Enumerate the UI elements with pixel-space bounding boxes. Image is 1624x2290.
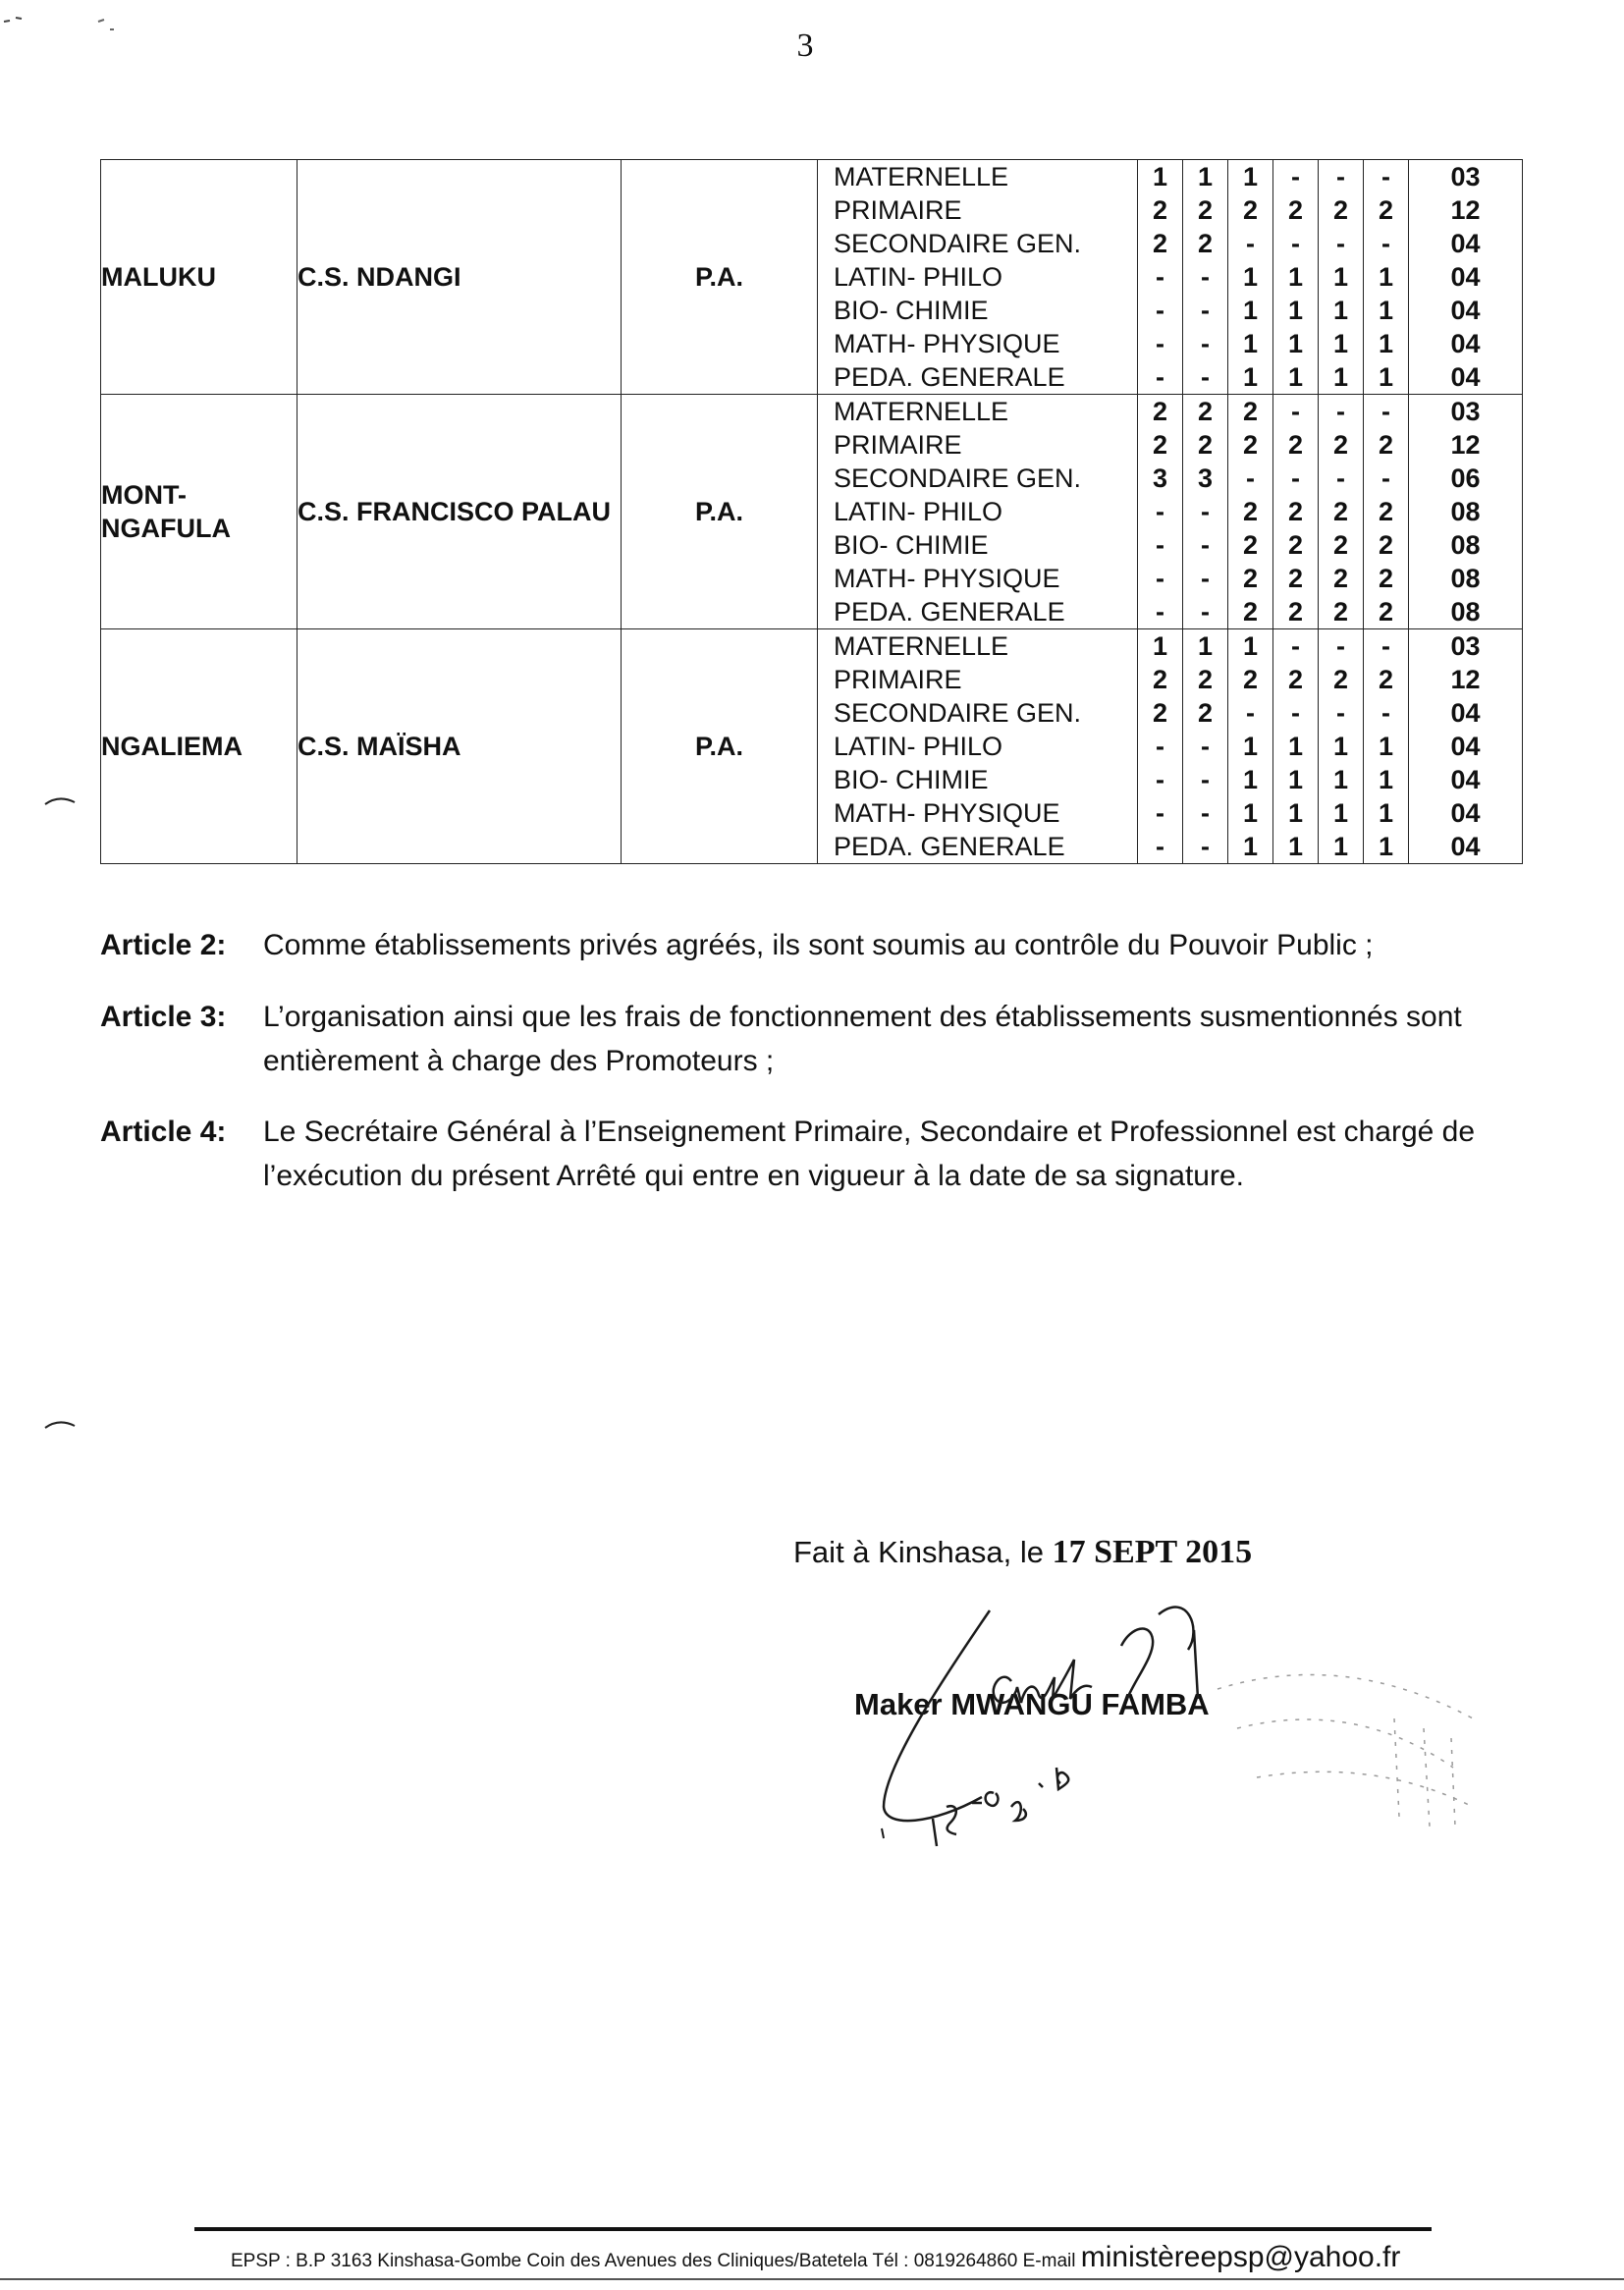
class-count: 2 xyxy=(1242,597,1259,627)
class-count: 1 xyxy=(1242,732,1259,761)
total-cell xyxy=(1409,160,1523,395)
article xyxy=(100,923,1543,967)
total-value: 08 xyxy=(1450,564,1481,593)
option-label: PEDA. GENERALE xyxy=(834,362,1065,392)
class-count: 2 xyxy=(1378,564,1394,593)
class-count: 2 xyxy=(1152,430,1168,460)
option-label: PRIMAIRE xyxy=(834,430,962,460)
class-count: - xyxy=(1156,296,1164,325)
faded-stamp xyxy=(1198,1660,1492,1856)
class-count: 2 xyxy=(1287,597,1304,627)
class-count: 2 xyxy=(1378,430,1394,460)
school-cell: C.S. FRANCISCO PALAU xyxy=(298,395,622,629)
place-text: Fait à Kinshasa, le xyxy=(793,1535,1045,1569)
place-date-line xyxy=(793,1534,1252,1571)
date-text: 17 SEPT 2015 xyxy=(1052,1534,1253,1570)
total-value: 12 xyxy=(1450,430,1481,460)
class-count: 2 xyxy=(1242,195,1259,225)
class-count-cell xyxy=(1319,629,1364,864)
class-count: 1 xyxy=(1242,296,1259,325)
class-count-cell xyxy=(1138,160,1183,395)
footer xyxy=(231,2241,1400,2274)
class-count: - xyxy=(1291,463,1300,493)
class-count: 2 xyxy=(1332,430,1349,460)
class-count: 2 xyxy=(1378,497,1394,526)
schools-table xyxy=(100,159,1523,864)
class-count-cell xyxy=(1319,160,1364,395)
class-count: - xyxy=(1381,463,1390,493)
option-label: MATERNELLE xyxy=(834,162,1009,191)
class-count: 1 xyxy=(1287,765,1304,794)
class-count: 1 xyxy=(1332,798,1349,828)
table-row xyxy=(101,629,1523,864)
class-count: 1 xyxy=(1332,832,1349,861)
class-count: - xyxy=(1201,262,1210,292)
class-count: 2 xyxy=(1152,698,1168,728)
class-count: 1 xyxy=(1332,262,1349,292)
class-count: 2 xyxy=(1152,229,1168,258)
class-count: 1 xyxy=(1287,296,1304,325)
options-cell xyxy=(818,395,1138,629)
class-count-cell xyxy=(1364,160,1409,395)
class-count: - xyxy=(1156,832,1164,861)
total-value: 08 xyxy=(1450,530,1481,560)
option-label: BIO- CHIMIE xyxy=(834,530,989,560)
class-count: - xyxy=(1291,229,1300,258)
option-label: LATIN- PHILO xyxy=(834,262,1003,292)
class-count: - xyxy=(1201,832,1210,861)
total-value: 12 xyxy=(1450,195,1481,225)
option-label: MATERNELLE xyxy=(834,631,1009,661)
class-count: - xyxy=(1336,162,1345,191)
class-count: 1 xyxy=(1378,798,1394,828)
class-count: 2 xyxy=(1332,195,1349,225)
article-label: Article 3: xyxy=(100,1001,227,1033)
class-count: - xyxy=(1246,229,1255,258)
class-count: - xyxy=(1291,397,1300,426)
class-count: 2 xyxy=(1287,665,1304,694)
class-count: 2 xyxy=(1378,195,1394,225)
class-count: - xyxy=(1156,329,1164,358)
class-count: 2 xyxy=(1287,530,1304,560)
total-value: 04 xyxy=(1450,229,1481,258)
total-value: 03 xyxy=(1450,397,1481,426)
total-value: 08 xyxy=(1450,597,1481,627)
class-count: 2 xyxy=(1197,229,1214,258)
class-count: 1 xyxy=(1242,362,1259,392)
class-count-cell xyxy=(1364,395,1409,629)
option-label: LATIN- PHILO xyxy=(834,497,1003,526)
class-count: 1 xyxy=(1152,162,1168,191)
option-label: SECONDAIRE GEN. xyxy=(834,463,1082,493)
class-count: 1 xyxy=(1287,732,1304,761)
class-count: - xyxy=(1336,698,1345,728)
class-count: - xyxy=(1336,463,1345,493)
option-label: MATERNELLE xyxy=(834,397,1009,426)
class-count: 2 xyxy=(1242,665,1259,694)
class-count: 1 xyxy=(1332,732,1349,761)
class-count: - xyxy=(1246,698,1255,728)
class-count: - xyxy=(1201,765,1210,794)
status-cell: P.A. xyxy=(622,395,818,629)
class-count: 2 xyxy=(1152,195,1168,225)
class-count: 1 xyxy=(1287,362,1304,392)
class-count: - xyxy=(1336,397,1345,426)
class-count: 1 xyxy=(1242,798,1259,828)
class-count: 2 xyxy=(1242,530,1259,560)
article xyxy=(100,1110,1543,1198)
table-row xyxy=(101,395,1523,629)
signatory-name: Maker MWANGU FAMBA xyxy=(854,1687,1210,1721)
class-count-cell xyxy=(1364,629,1409,864)
total-value: 03 xyxy=(1450,631,1481,661)
total-value: 04 xyxy=(1450,765,1481,794)
class-count: - xyxy=(1201,329,1210,358)
class-count: 1 xyxy=(1287,798,1304,828)
class-count: - xyxy=(1156,798,1164,828)
total-value: 04 xyxy=(1450,329,1481,358)
option-label: PEDA. GENERALE xyxy=(834,832,1065,861)
class-count-cell xyxy=(1319,395,1364,629)
class-count: - xyxy=(1381,162,1390,191)
footer-email: ministèreepsp@yahoo.fr xyxy=(1080,2241,1401,2273)
class-count: 2 xyxy=(1332,597,1349,627)
class-count-cell xyxy=(1273,395,1319,629)
option-label: BIO- CHIMIE xyxy=(834,296,989,325)
article-label: Article 4: xyxy=(100,1116,227,1148)
class-count: 2 xyxy=(1287,564,1304,593)
total-value: 08 xyxy=(1450,497,1481,526)
total-value: 12 xyxy=(1450,665,1481,694)
option-label: MATH- PHYSIQUE xyxy=(834,329,1060,358)
class-count: - xyxy=(1291,162,1300,191)
school-cell: C.S. NDANGI xyxy=(298,160,622,395)
class-count: - xyxy=(1201,362,1210,392)
table-row xyxy=(101,160,1523,395)
class-count: 2 xyxy=(1378,597,1394,627)
total-value: 04 xyxy=(1450,798,1481,828)
handwritten-signature xyxy=(864,1571,1237,1866)
commune-cell: MONT- NGAFULA xyxy=(101,395,298,629)
class-count: 1 xyxy=(1378,362,1394,392)
class-count: 1 xyxy=(1242,262,1259,292)
class-count: 2 xyxy=(1242,564,1259,593)
option-label: SECONDAIRE GEN. xyxy=(834,229,1082,258)
total-value: 04 xyxy=(1450,296,1481,325)
class-count: 2 xyxy=(1197,195,1214,225)
class-count: 1 xyxy=(1378,296,1394,325)
total-value: 04 xyxy=(1450,732,1481,761)
class-count: 2 xyxy=(1378,530,1394,560)
class-count: 2 xyxy=(1378,665,1394,694)
total-value: 06 xyxy=(1450,463,1481,493)
option-label: BIO- CHIMIE xyxy=(834,765,989,794)
class-count: - xyxy=(1156,497,1164,526)
class-count-cell xyxy=(1183,629,1228,864)
class-count: 1 xyxy=(1332,362,1349,392)
class-count: 1 xyxy=(1152,631,1168,661)
class-count: 1 xyxy=(1242,162,1259,191)
option-label: SECONDAIRE GEN. xyxy=(834,698,1082,728)
class-count: 2 xyxy=(1242,497,1259,526)
total-value: 04 xyxy=(1450,362,1481,392)
footer-rule-top xyxy=(194,2227,1432,2231)
class-count: 2 xyxy=(1287,430,1304,460)
class-count: 1 xyxy=(1287,262,1304,292)
class-count: - xyxy=(1336,229,1345,258)
article xyxy=(100,995,1543,1083)
class-count: 2 xyxy=(1287,497,1304,526)
class-count: - xyxy=(1201,497,1210,526)
class-count: 1 xyxy=(1287,832,1304,861)
article-text: L’organisation ainsi que les frais de fonctionnement des établissements susmentionnés sont entièrement à charge des Promoteurs ; xyxy=(263,1001,1462,1077)
class-count: 2 xyxy=(1197,698,1214,728)
class-count-cell xyxy=(1183,160,1228,395)
class-count: 1 xyxy=(1332,765,1349,794)
commune-cell: MALUKU xyxy=(101,160,298,395)
class-count: - xyxy=(1201,296,1210,325)
class-count-cell xyxy=(1228,160,1273,395)
option-label: PRIMAIRE xyxy=(834,195,962,225)
article-text: Le Secrétaire Général à l’Enseignement Primaire, Secondaire et Professionnel est chargé de l’exécution du présent Arrêté qui entre en vigueur à la date de sa signature. xyxy=(263,1116,1476,1192)
class-count: - xyxy=(1156,530,1164,560)
class-count: 2 xyxy=(1332,564,1349,593)
class-count: 1 xyxy=(1197,631,1214,661)
class-count-cell xyxy=(1183,395,1228,629)
article-text: Comme établissements privés agréés, ils sont soumis au contrôle du Pouvoir Public ; xyxy=(263,929,1374,961)
option-label: MATH- PHYSIQUE xyxy=(834,564,1060,593)
class-count: - xyxy=(1291,631,1300,661)
total-value: 04 xyxy=(1450,262,1481,292)
class-count: - xyxy=(1381,397,1390,426)
footer-address: EPSP : B.P 3163 Kinshasa-Gombe Coin des Avenues des Cliniques/Batetela Tél : 0819264860 E-mail xyxy=(231,2251,1076,2271)
status-cell: P.A. xyxy=(622,629,818,864)
class-count: - xyxy=(1201,597,1210,627)
class-count-cell xyxy=(1273,629,1319,864)
class-count: - xyxy=(1336,631,1345,661)
class-count: 1 xyxy=(1378,832,1394,861)
class-count: - xyxy=(1291,698,1300,728)
class-count: 2 xyxy=(1242,397,1259,426)
class-count: 2 xyxy=(1197,397,1214,426)
status-cell: P.A. xyxy=(622,160,818,395)
class-count: - xyxy=(1201,798,1210,828)
total-cell xyxy=(1409,395,1523,629)
class-count: 2 xyxy=(1242,430,1259,460)
class-count: - xyxy=(1381,631,1390,661)
class-count: 3 xyxy=(1197,463,1214,493)
class-count: - xyxy=(1156,732,1164,761)
options-cell xyxy=(818,629,1138,864)
options-cell xyxy=(818,160,1138,395)
class-count: 1 xyxy=(1197,162,1214,191)
class-count: 2 xyxy=(1152,397,1168,426)
class-count-cell xyxy=(1138,629,1183,864)
footer-rule-bottom xyxy=(0,2278,1624,2280)
punch-mark-upper xyxy=(43,791,82,810)
class-count: 1 xyxy=(1287,329,1304,358)
scan-specks xyxy=(0,0,196,59)
class-count: 1 xyxy=(1378,765,1394,794)
page-number: 3 xyxy=(796,27,814,64)
class-count: - xyxy=(1201,530,1210,560)
class-count: - xyxy=(1156,765,1164,794)
option-label: PRIMAIRE xyxy=(834,665,962,694)
option-label: PEDA. GENERALE xyxy=(834,597,1065,627)
total-value: 04 xyxy=(1450,832,1481,861)
class-count: 1 xyxy=(1242,631,1259,661)
class-count: 1 xyxy=(1378,262,1394,292)
class-count: 2 xyxy=(1332,497,1349,526)
table-body xyxy=(101,160,1523,864)
class-count: - xyxy=(1156,597,1164,627)
class-count: - xyxy=(1156,564,1164,593)
total-value: 04 xyxy=(1450,698,1481,728)
article-label: Article 2: xyxy=(100,929,227,961)
class-count: 1 xyxy=(1332,329,1349,358)
class-count: 2 xyxy=(1197,665,1214,694)
class-count: 1 xyxy=(1242,329,1259,358)
option-label: MATH- PHYSIQUE xyxy=(834,798,1060,828)
total-value: 03 xyxy=(1450,162,1481,191)
class-count: - xyxy=(1201,732,1210,761)
class-count: 2 xyxy=(1197,430,1214,460)
class-count: 1 xyxy=(1332,296,1349,325)
class-count: - xyxy=(1201,564,1210,593)
punch-mark-lower xyxy=(43,1414,82,1434)
class-count: 1 xyxy=(1378,732,1394,761)
class-count: - xyxy=(1381,698,1390,728)
class-count-cell xyxy=(1138,395,1183,629)
class-count: - xyxy=(1381,229,1390,258)
class-count-cell xyxy=(1228,395,1273,629)
class-count: 2 xyxy=(1152,665,1168,694)
class-count: 1 xyxy=(1378,329,1394,358)
class-count-cell xyxy=(1228,629,1273,864)
class-count: 1 xyxy=(1242,765,1259,794)
class-count: 1 xyxy=(1242,832,1259,861)
class-count: 3 xyxy=(1152,463,1168,493)
class-count: 2 xyxy=(1287,195,1304,225)
option-label: LATIN- PHILO xyxy=(834,732,1003,761)
total-cell xyxy=(1409,629,1523,864)
class-count-cell xyxy=(1273,160,1319,395)
commune-cell: NGALIEMA xyxy=(101,629,298,864)
class-count: - xyxy=(1156,262,1164,292)
class-count: 2 xyxy=(1332,665,1349,694)
school-cell: C.S. MAÏSHA xyxy=(298,629,622,864)
class-count: - xyxy=(1156,362,1164,392)
class-count: 2 xyxy=(1332,530,1349,560)
class-count: - xyxy=(1246,463,1255,493)
